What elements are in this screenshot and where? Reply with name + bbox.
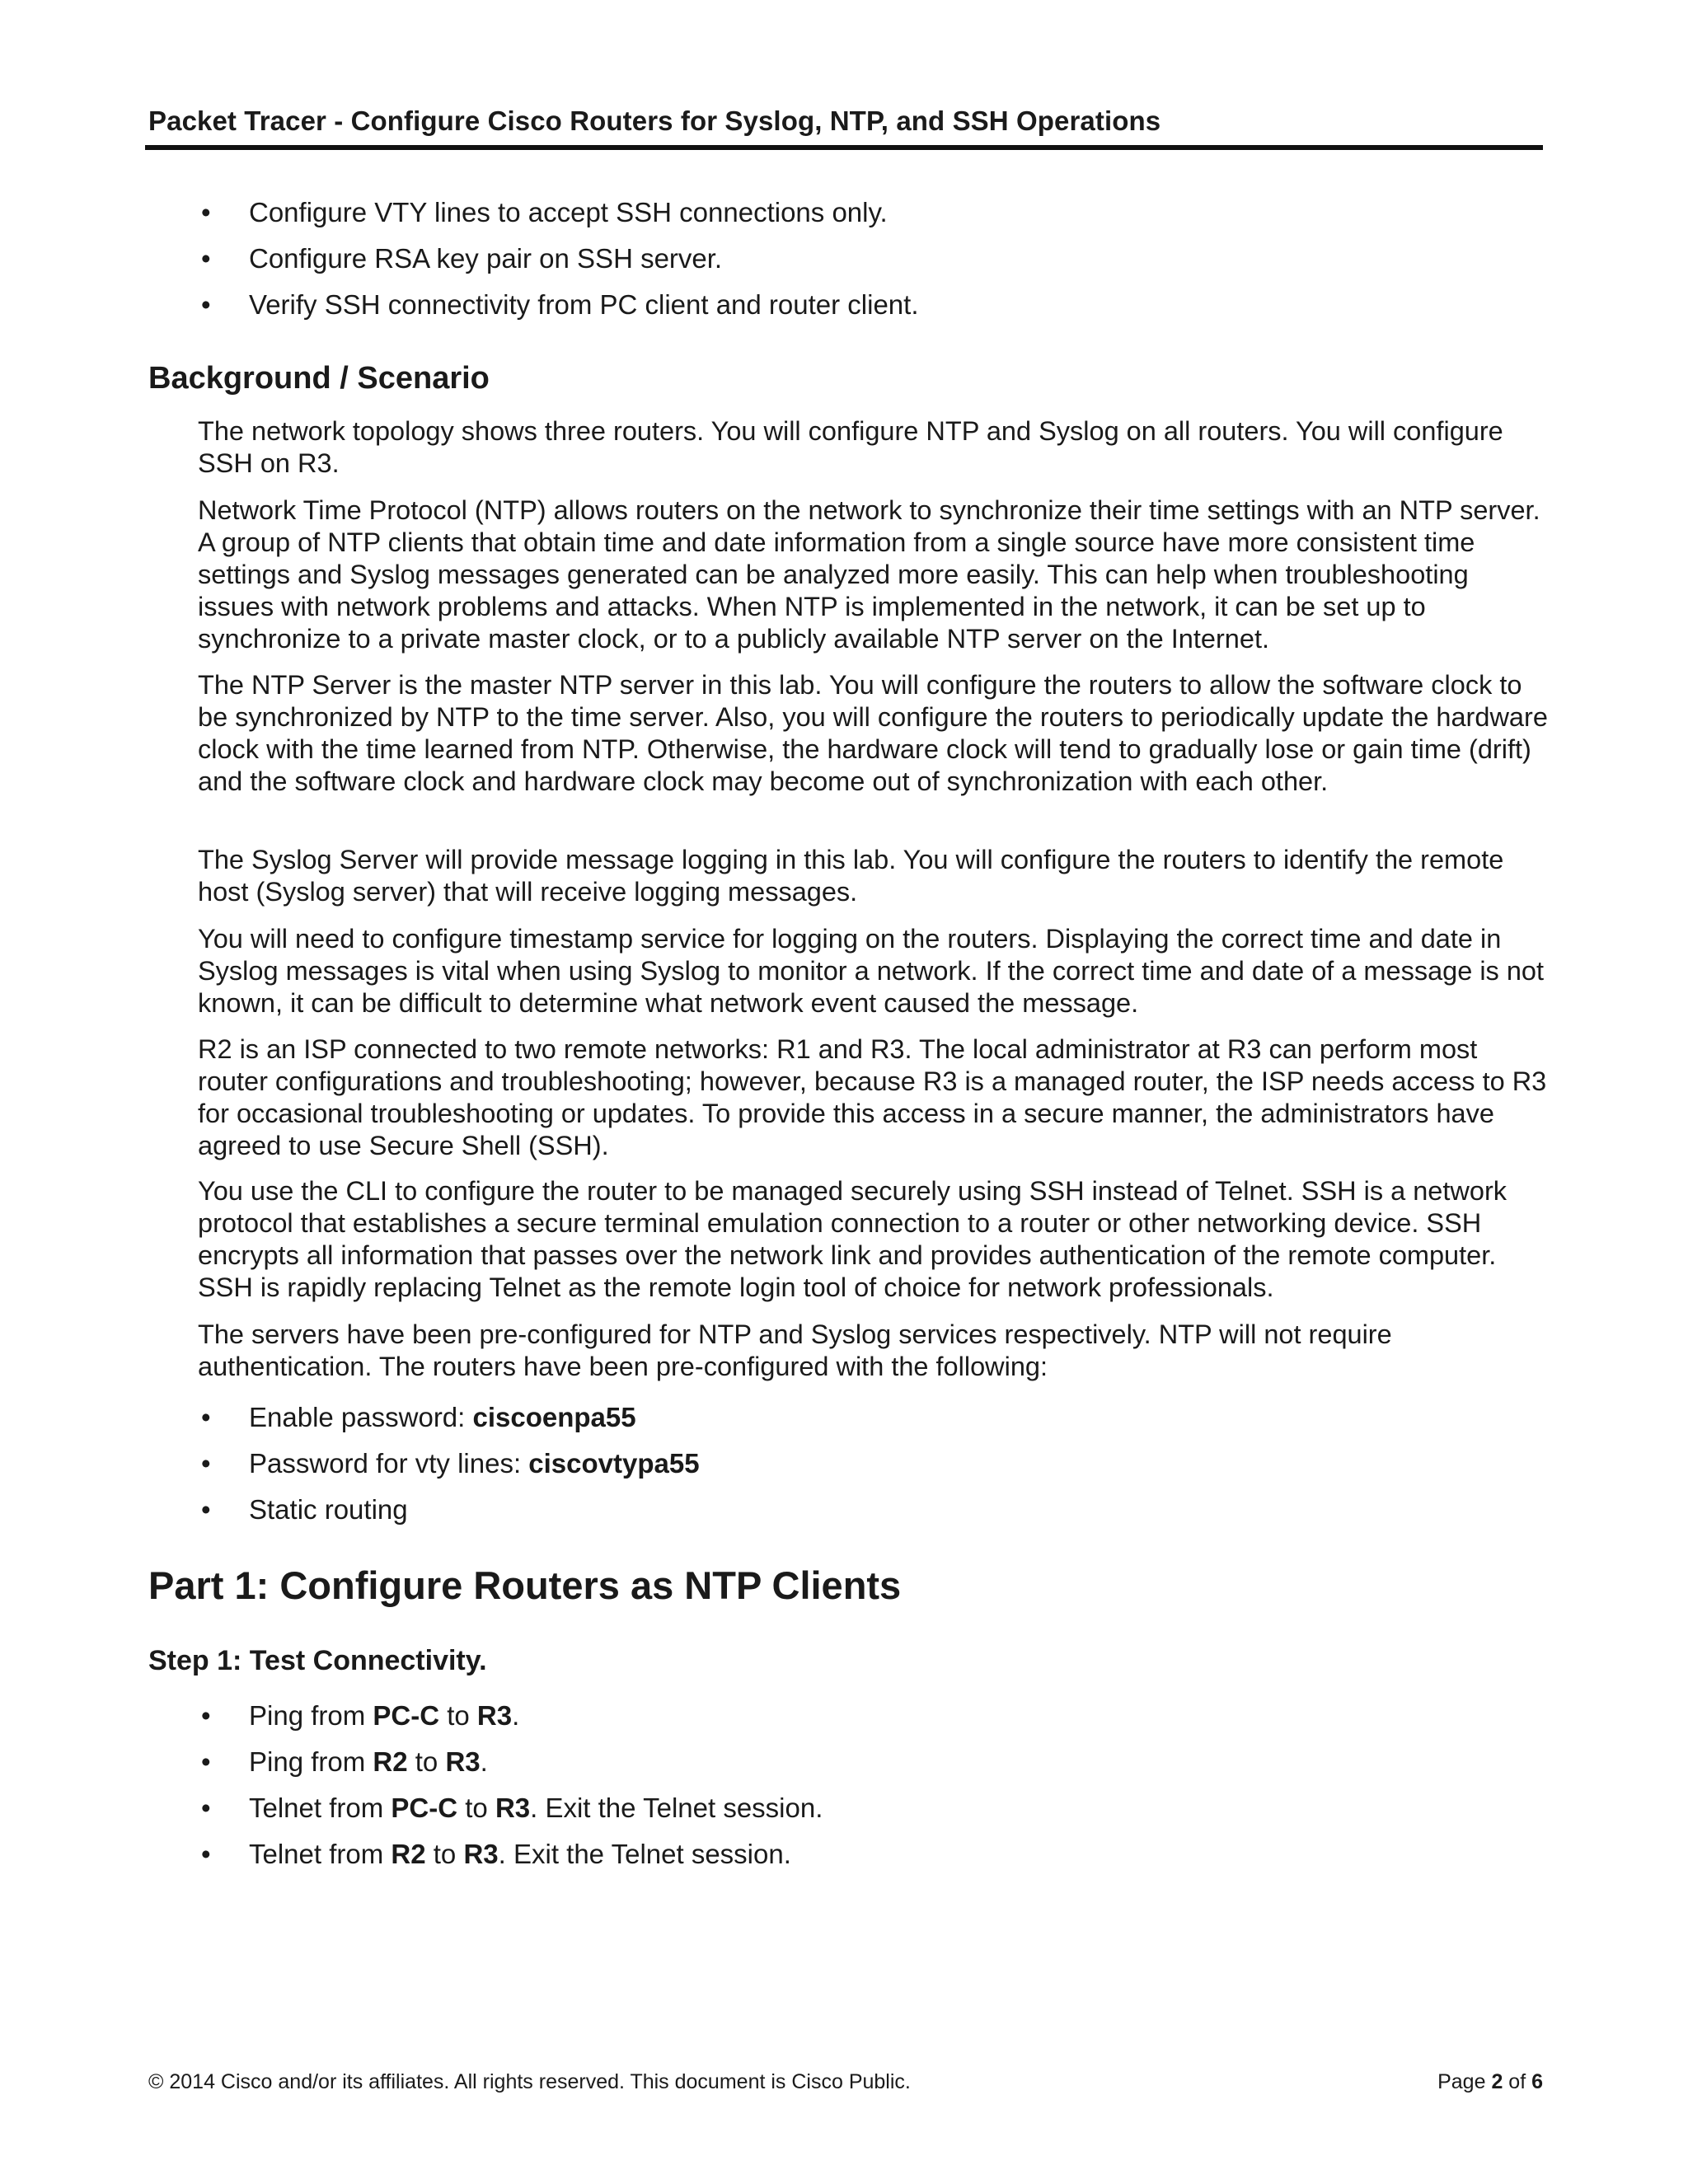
paragraph: The Syslog Server will provide message logging in this lab. You will configure the routers to identify the remote host (Syslog server) that will receive logging messages. <box>198 845 1504 907</box>
bullet-icon: • <box>201 1793 211 1823</box>
paragraph: The servers have been pre-configured for NTP and Syslog services respectively. NTP will not require authentication. The routers have been pre-configured with the following: <box>198 1319 1392 1381</box>
bullet-icon: • <box>201 1402 211 1432</box>
preconfig-list <box>195 1401 700 1540</box>
list-item: • Configure VTY lines to accept SSH connections only. <box>201 197 888 227</box>
step-heading: Step 1: Test Connectivity. <box>148 1645 487 1676</box>
list-item: • Enable password: ciscoenpa55 <box>201 1402 636 1432</box>
bullet-icon: • <box>201 1746 211 1777</box>
bullet-icon: • <box>201 243 211 274</box>
paragraph: You will need to configure timestamp service for logging on the routers. Displaying the correct time and date in Syslog messages is vital when using Syslog to monitor a network. If the correct time and date of a message is not known, it can be difficult to determine what network event caused the message. <box>198 924 1545 1018</box>
enable-password-value: ciscoenpa55 <box>472 1402 636 1432</box>
header-divider <box>145 145 1543 150</box>
list-item: • Verify SSH connectivity from PC client and router client. <box>201 289 919 320</box>
bullet-icon: • <box>201 289 211 320</box>
list-item: • Ping from R2 to R3. <box>201 1746 488 1777</box>
paragraph: Network Time Protocol (NTP) allows routers on the network to synchronize their time settings with an NTP server. A group of NTP clients that obtain time and date information from a single source have more consistent time settings and Syslog messages generated can be analyzed more easily. This can help when troubleshooting issues with network problems and attacks. When NTP is implemented in the network, it can be set up to synchronize to a private master clock, or to a publicly available NTP server on the Internet. <box>198 495 1540 654</box>
footer-page-number: Page 2 of 6 <box>1437 2070 1543 2093</box>
bullet-icon: • <box>201 1494 211 1525</box>
paragraph: The NTP Server is the master NTP server in this lab. You will configure the routers to allow the software clock to be synchronized by NTP to the time server. Also, you will configure the routers to periodically update the hardware clock with the time learned from NTP. Otherwise, the hardware clock will tend to gradually lose or gain time (drift) and the software clock and hardware clock may become out of synchronization with each other. <box>198 670 1548 796</box>
list-item: • Password for vty lines: ciscovtypa55 <box>201 1448 700 1479</box>
part-heading: Part 1: Configure Routers as NTP Clients <box>148 1563 902 1607</box>
vty-password-value: ciscovtypa55 <box>528 1448 700 1479</box>
objectives-list <box>195 196 919 335</box>
paragraph: You use the CLI to configure the router to be managed securely using SSH instead of Telnet. SSH is a network protocol that establishes a secure terminal emulation connection to a router or other networking device. SSH encrypts all information that passes over the network link and provides authentication of the remote computer. SSH is rapidly replacing Telnet as the remote login tool of choice for network professionals. <box>198 1176 1507 1302</box>
list-item: • Ping from PC-C to R3. <box>201 1700 520 1731</box>
footer-copyright: © 2014 Cisco and/or its affiliates. All rights reserved. This document is Cisco Public. <box>148 2070 911 2093</box>
list-item: • Telnet from R2 to R3. Exit the Telnet session. <box>201 1839 791 1869</box>
paragraph: R2 is an ISP connected to two remote networks: R1 and R3. The local administrator at R3 can perform most router configurations and troubleshooting; however, because R3 is a managed router, the ISP needs access to R3 for occasional troubleshooting or updates. To provide this access in a secure manner, the administrators have agreed to use Secure Shell (SSH). <box>198 1034 1547 1160</box>
bullet-icon: • <box>201 197 211 227</box>
paragraph: The network topology shows three routers. You will configure NTP and Syslog on all routers. You will configure SSH on R3. <box>198 416 1503 478</box>
bullet-icon: • <box>201 1448 211 1479</box>
bullet-icon: • <box>201 1700 211 1731</box>
bullet-icon: • <box>201 1839 211 1869</box>
page-header-title: Packet Tracer - Configure Cisco Routers for Syslog, NTP, and SSH Operations <box>148 105 1161 136</box>
list-item: • Telnet from PC-C to R3. Exit the Telnet session. <box>201 1793 823 1823</box>
section-heading-background: Background / Scenario <box>148 361 490 396</box>
step1-list <box>195 1699 823 1884</box>
list-item: • Configure RSA key pair on SSH server. <box>201 243 723 274</box>
list-item: • Static routing <box>201 1494 408 1525</box>
